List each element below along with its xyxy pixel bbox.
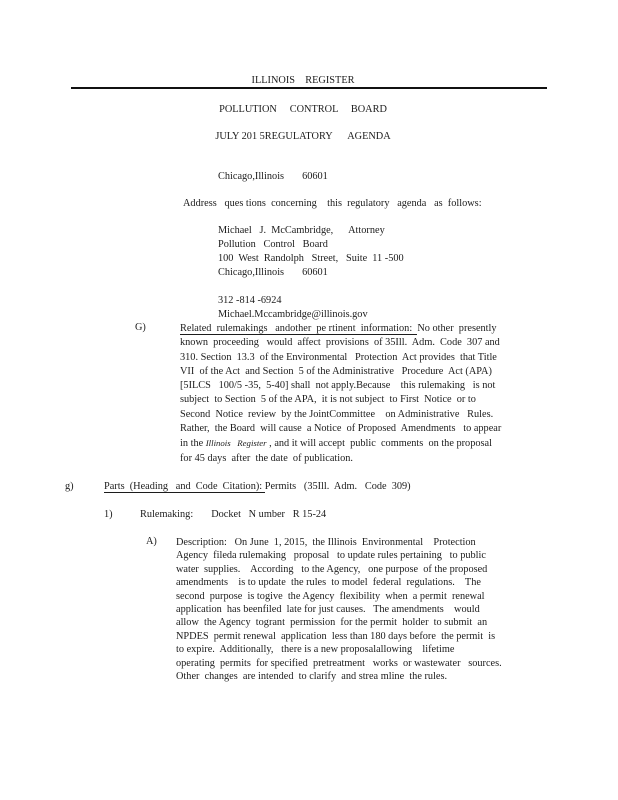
text-segment: Michael.Mccambridge@illinois.gov <box>218 309 368 320</box>
underlined-text: Related rulemakings andother pe rtinent information: <box>180 323 418 334</box>
text-line <box>218 238 404 252</box>
text-line <box>176 563 502 576</box>
text-segment: NPDES permit renewal application less than 180 days before the permit is <box>176 630 496 642</box>
text-segment: in the <box>180 438 206 450</box>
text-line <box>180 436 501 451</box>
text-segment: subject to Section 5 of the APA, it is not subject to First Notice or to <box>180 394 476 406</box>
text-line <box>176 643 502 656</box>
italic-text: Illinois Register <box>205 438 267 449</box>
text-segment: second purpose is togive the Agency flexibility when a permit renewal <box>176 590 485 602</box>
text-line <box>176 616 502 629</box>
text-line <box>176 670 502 683</box>
text-line <box>180 452 501 466</box>
text-segment: water supplies. According to the Agency, one purpose of the proposed <box>176 563 488 575</box>
text-segment: Description: On June 1, 2015, the Illinois Environmental Protection <box>176 537 476 548</box>
header-rule <box>71 87 547 89</box>
phone-block <box>218 294 368 322</box>
board-title: POLLUTION CONTROL BOARD <box>219 104 387 115</box>
text-segment: 312 -814 -6924 <box>218 295 282 306</box>
text-segment: amendments is to update the rules to model federal regulations. The <box>176 577 481 589</box>
text-line <box>218 224 404 238</box>
text-line <box>176 630 502 643</box>
text-line <box>180 422 501 436</box>
text-line <box>176 549 502 562</box>
address-lead: Address ques tions concerning this regulatory agenda as follows: <box>183 198 482 209</box>
text-segment: Other changes are intended to clarify and strea mline the rules. <box>176 671 448 683</box>
text-line <box>176 657 502 670</box>
text-segment: Rather, the Board will cause a Notice of Proposed Amendments to appear <box>180 423 502 435</box>
text-segment: VII of the Act and Section 5 of the Administrative Procedure Act (APA) <box>180 365 492 377</box>
item-G-text <box>180 322 501 466</box>
text-segment: 100 West Randolph Street, Suite 11 -500 <box>218 253 404 264</box>
text-segment: 310. Section 13.3 of the Environmental Protection Act provides that Title <box>180 351 497 363</box>
text-segment: Michael J. McCambridge, Attorney <box>218 225 385 236</box>
contact-block <box>218 224 404 280</box>
item-g-marker: g) <box>65 481 74 492</box>
text-line <box>218 308 368 322</box>
text-line <box>180 408 501 422</box>
journal-title: ILLINOIS REGISTER <box>251 75 355 86</box>
text-line <box>180 365 501 379</box>
item-A-marker: A) <box>146 536 157 547</box>
text-segment: [5ILCS 100/5 -35, 5-40] shall not apply.Because this rulemaking is not <box>180 380 496 392</box>
text-line <box>180 322 501 336</box>
item-A-text <box>176 536 502 683</box>
text-line <box>176 603 502 616</box>
text-segment: Permits (35Ill. Adm. Code 309) <box>264 481 411 492</box>
text-line <box>218 294 368 308</box>
text-segment: to expire. Additionally, there is a new proposalallowing lifetime <box>176 644 455 656</box>
text-segment: allow the Agency togrant permission for the permit holder to submit an <box>176 617 488 629</box>
text-line <box>180 379 501 393</box>
text-line <box>218 252 404 266</box>
underlined-text: Parts (Heading and Code Citation): <box>104 481 265 492</box>
text-segment: , and it will accept public comments on the proposal <box>266 438 492 450</box>
text-segment: known proceeding would affect provisions of 35Ill. Adm. Code 307 and <box>180 337 500 349</box>
item-G-marker: G) <box>135 322 146 333</box>
item-1-text: Rulemaking: Docket N umber R 15-24 <box>140 509 327 520</box>
text-segment: No other presently <box>417 323 497 334</box>
item-1-marker: 1) <box>104 509 113 520</box>
text-segment: for 45 days after the date of publication. <box>180 452 353 464</box>
text-line <box>180 393 501 407</box>
text-line <box>176 590 502 603</box>
text-line <box>180 351 501 365</box>
city-line: Chicago,Illinois 60601 <box>218 171 328 182</box>
text-segment: Pollution Control Board <box>218 239 328 250</box>
text-segment: Chicago,Illinois 60601 <box>218 267 328 278</box>
text-line <box>176 536 502 549</box>
text-segment: Agency fileda rulemaking proposal to update rules pertaining to public <box>176 550 486 562</box>
text-line <box>218 266 404 280</box>
text-line <box>180 336 501 350</box>
text-line <box>104 481 411 492</box>
text-line <box>176 576 502 589</box>
text-segment: Second Notice review by the JointCommittee on Administrative Rules. <box>180 408 494 420</box>
agenda-title: JULY 201 5REGULATORY AGENDA <box>215 131 391 142</box>
text-segment: application has beenfiled late for just causes. The amendments would <box>176 604 480 616</box>
item-g-text <box>104 481 411 492</box>
text-segment: operating permits for specified pretreatment works or wastewater sources. <box>176 657 502 669</box>
